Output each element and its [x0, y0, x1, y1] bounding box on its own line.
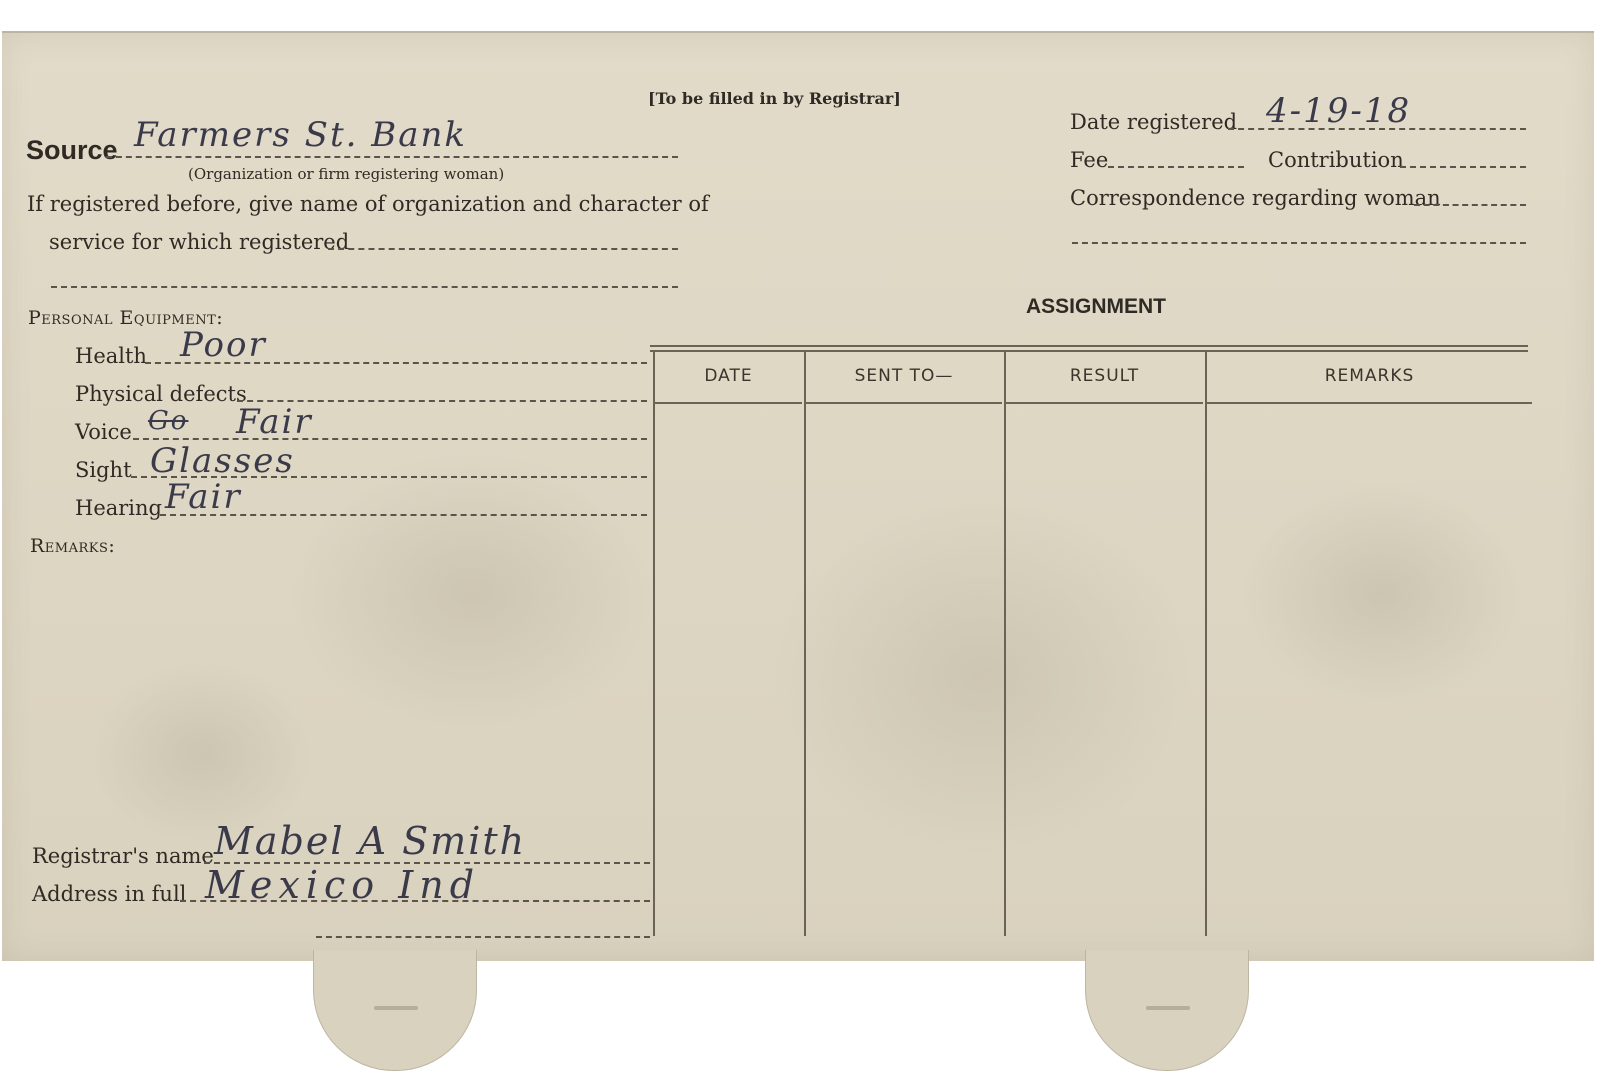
personal-equipment-label: Personal Equipment:	[28, 307, 224, 329]
voice-label: Voice	[75, 420, 132, 444]
voice-value: Fair	[236, 402, 313, 442]
table-col-border-1	[804, 352, 806, 936]
table-header-sent-to: SENT TO—	[854, 366, 954, 386]
source-caption: (Organization or firm registering woman)	[188, 165, 505, 183]
correspondence-line-1	[1414, 204, 1526, 206]
fee-line	[1108, 166, 1244, 168]
table-col-border-2	[1004, 352, 1006, 936]
table-header-rule-2	[806, 402, 1002, 404]
source-line	[106, 156, 678, 158]
card-tab-right	[1085, 950, 1249, 1071]
contribution-label: Contribution	[1268, 148, 1404, 172]
sight-label: Sight	[75, 458, 132, 482]
sight-value: Glasses	[150, 441, 295, 481]
table-header-date: DATE	[704, 366, 753, 386]
correspondence-line-2	[1072, 242, 1526, 244]
source-value: Farmers St. Bank	[134, 115, 468, 155]
table-col-border-3	[1205, 352, 1207, 936]
correspondence-label: Correspondence regarding woman	[1070, 186, 1441, 210]
registrar-name-value: Mabel A Smith	[214, 819, 527, 863]
voice-line	[133, 438, 647, 440]
table-top-rule-1	[650, 345, 1528, 347]
table-top-rule-2	[650, 350, 1528, 352]
health-label: Health	[75, 344, 147, 368]
service-line-1	[328, 248, 678, 250]
registrar-note: [To be filled in by Registrar]	[648, 89, 901, 108]
table-header-rule-4	[1207, 402, 1532, 404]
date-registered-label: Date registered	[1070, 110, 1238, 134]
voice-struck-value: Go	[148, 406, 189, 436]
fee-label: Fee	[1070, 148, 1109, 172]
address-label: Address in full	[32, 882, 187, 906]
service-line-2	[51, 286, 678, 288]
date-registered-value: 4-19-18	[1266, 91, 1412, 131]
address-line-2	[316, 936, 650, 938]
service-registered-label: service for which registered	[49, 230, 350, 254]
registrar-name-label: Registrar's name	[32, 844, 214, 868]
health-value: Poor	[180, 325, 267, 365]
table-header-rule-3	[1006, 402, 1203, 404]
source-label: Source	[26, 135, 118, 165]
contribution-line	[1400, 166, 1526, 168]
table-header-remarks: REMARKS	[1324, 366, 1415, 386]
table-header-rule-1	[655, 402, 802, 404]
card-tab-left	[313, 950, 477, 1071]
physical-defects-label: Physical defects	[75, 382, 247, 406]
table-header-result: RESULT	[1069, 366, 1140, 386]
registered-before-text: If registered before, give name of organization and character of	[27, 192, 709, 216]
table-col-border-0	[653, 352, 655, 936]
assignment-title: ASSIGNMENT	[1026, 295, 1167, 318]
remarks-label: Remarks:	[30, 535, 116, 557]
address-value: Mexico Ind	[205, 863, 481, 907]
hearing-label: Hearing	[75, 496, 162, 520]
hearing-value: Fair	[165, 477, 242, 517]
